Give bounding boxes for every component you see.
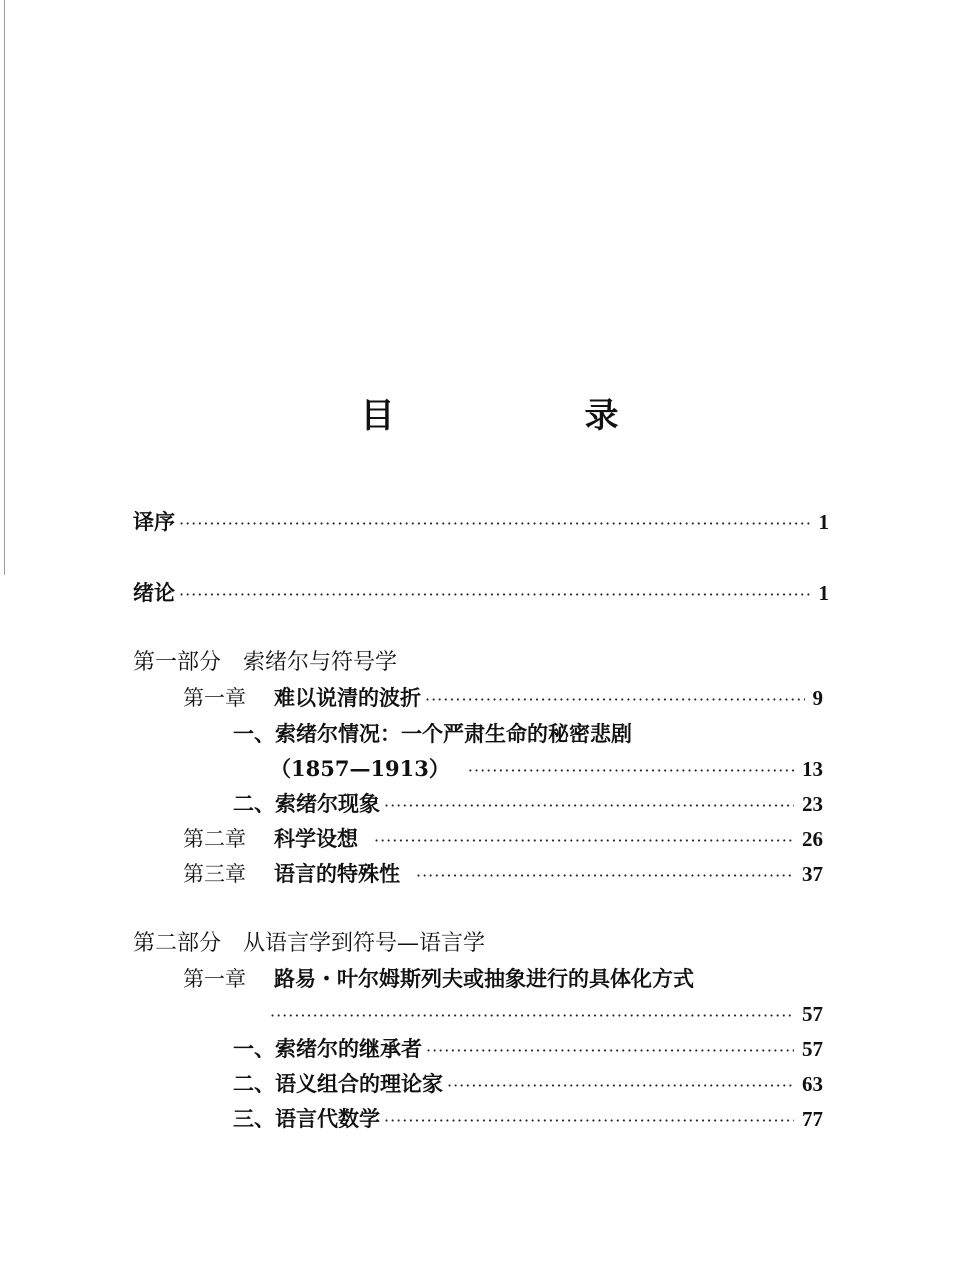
- chapter-title: 语言的特殊性: [274, 861, 400, 886]
- toc-entry-part1-ch1[interactable]: [183, 683, 823, 713]
- section-title-continued: （1857—1913）: [270, 756, 450, 781]
- toc-entry-label: 译序: [133, 509, 175, 534]
- dot-leader: [384, 791, 794, 821]
- toc-entry-part2-s3[interactable]: [233, 1104, 823, 1134]
- part-number: 第一部分: [133, 650, 222, 675]
- chapter-title: 难以说清的波折: [274, 685, 421, 710]
- dot-leader: [374, 826, 794, 856]
- part-title: 从语言学到符号—语言学: [243, 931, 486, 956]
- toc-entry-page: 1: [818, 581, 829, 605]
- dot-leader: [270, 1001, 794, 1031]
- chapter-title: 路易・叶尔姆斯列夫或抽象进行的具体化方式: [274, 966, 694, 991]
- toc-entry-page: 63: [802, 1072, 823, 1096]
- toc-entry-page: 23: [802, 792, 823, 816]
- dot-leader: [468, 756, 794, 786]
- toc-entry-page: 13: [802, 757, 823, 781]
- toc-entry-part1-ch2[interactable]: [183, 824, 823, 854]
- toc-entry-intro[interactable]: [133, 578, 829, 608]
- toc-entry-part1-s1-line2[interactable]: [270, 754, 823, 784]
- toc-entry-page: 9: [812, 686, 823, 710]
- section-title: 二、语义组合的理论家: [233, 1071, 443, 1096]
- toc-entry-part2-ch1-page[interactable]: [270, 999, 823, 1029]
- toc-entry-part1-s2[interactable]: [233, 789, 823, 819]
- toc-entry-preface[interactable]: [133, 507, 829, 537]
- toc-entry-label: 绪论: [133, 580, 175, 605]
- section-title: 三、语言代数学: [233, 1106, 380, 1131]
- part-title: 索绪尔与符号学: [243, 650, 398, 675]
- part-heading-1[interactable]: [133, 648, 397, 678]
- chapter-number: 第三章: [183, 862, 246, 886]
- section-title: 一、索绪尔的继承者: [233, 1036, 422, 1061]
- page-title: 目 录: [360, 396, 697, 436]
- toc-entry-part2-s1[interactable]: [233, 1034, 823, 1064]
- chapter-number: 第一章: [183, 967, 246, 991]
- toc-entry-page: 26: [802, 827, 823, 851]
- dot-leader: [425, 685, 805, 715]
- toc-entry-page: 57: [802, 1037, 823, 1061]
- toc-entry-part1-s1-line1[interactable]: [233, 719, 823, 749]
- chapter-number: 第二章: [183, 827, 246, 851]
- dot-leader: [384, 1106, 794, 1136]
- toc-entry-part2-ch1-title[interactable]: [183, 964, 823, 994]
- section-title: 二、索绪尔现象: [233, 791, 380, 816]
- dot-leader: [426, 1036, 794, 1066]
- dot-leader: [179, 509, 811, 539]
- toc-entry-part2-s2[interactable]: [233, 1069, 823, 1099]
- toc-entry-page: 37: [802, 862, 823, 886]
- toc-entry-page: 77: [802, 1107, 823, 1131]
- toc-entry-page: 57: [802, 1002, 823, 1026]
- dot-leader: [179, 580, 811, 610]
- part-number: 第二部分: [133, 931, 222, 956]
- section-title: 一、索绪尔情况：一个严肃生命的秘密悲剧: [233, 721, 632, 746]
- chapter-number: 第一章: [183, 686, 246, 710]
- chapter-title: 科学设想: [274, 826, 358, 851]
- toc-entry-page: 1: [818, 510, 829, 534]
- toc-entry-part1-ch3[interactable]: [183, 859, 823, 889]
- dot-leader: [447, 1071, 794, 1101]
- part-heading-2[interactable]: [133, 929, 485, 959]
- dot-leader: [416, 861, 794, 891]
